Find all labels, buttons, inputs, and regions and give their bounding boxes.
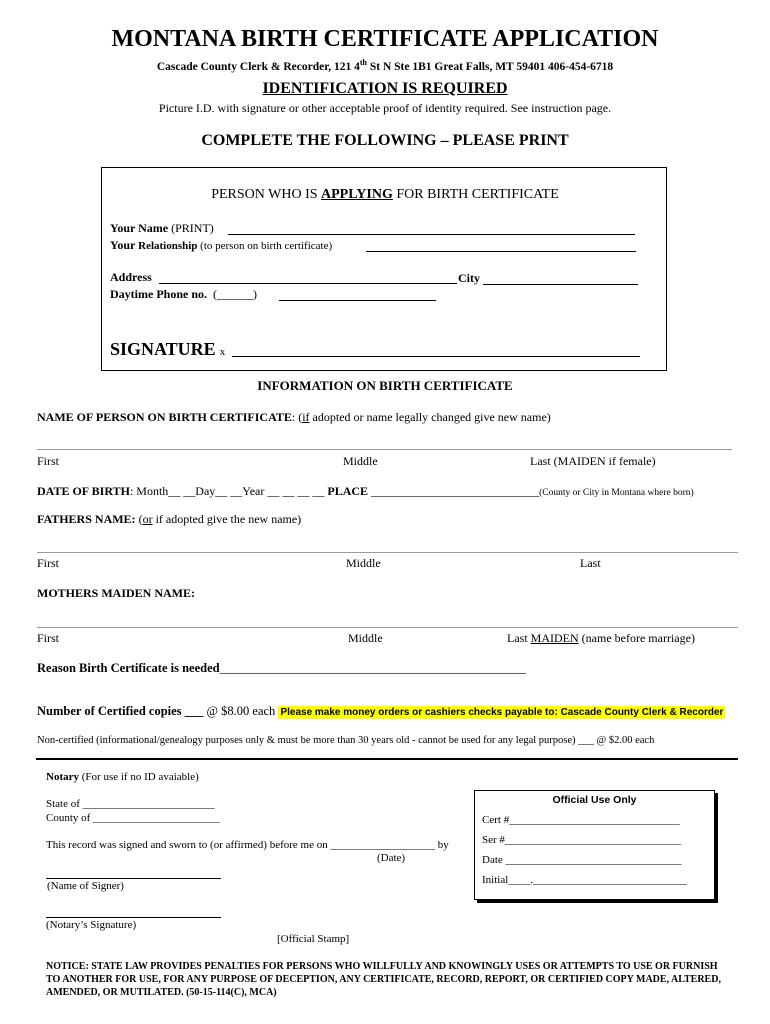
phone-label	[110, 287, 257, 302]
applicant-heading-pre: PERSON WHO IS	[211, 187, 322, 202]
fathers-post: if adopted give the new name)	[152, 512, 302, 526]
sworn-statement[interactable]: This record was signed and sworn to (or affirmed) before me on ___________________ by	[46, 839, 449, 851]
notary-signature-caption: (Notary’s Signature)	[46, 919, 137, 931]
your-name-field[interactable]	[228, 234, 635, 235]
applicant-heading	[0, 187, 770, 203]
relationship-label	[110, 238, 332, 253]
mothers-name-field[interactable]	[37, 627, 738, 628]
signature-x: x	[219, 346, 226, 358]
name-post: adopted or name legally changed give new name)	[309, 410, 551, 424]
name-on-cert-label	[37, 410, 551, 425]
reason-label: Reason Birth Certificate is needed	[37, 661, 220, 675]
notary-signature-field[interactable]	[46, 917, 221, 918]
address-label: Address	[110, 270, 152, 284]
reason-row	[37, 661, 526, 676]
ser-number-field[interactable]: Ser #________________________________	[482, 834, 681, 846]
address-sup: th	[359, 58, 367, 67]
notary-heading	[46, 771, 199, 783]
dob-label: DATE OF BIRTH	[37, 484, 130, 498]
official-stamp-caption: [Official Stamp]	[277, 933, 350, 945]
print-note: (PRINT)	[168, 221, 214, 235]
picture-id-note: Picture I.D. with signature or other acceptable proof of identity required. See instruction page.	[158, 101, 612, 115]
payable-note: Please make money orders or cashiers checks payable to: Cascade County Clerk & Recorder	[280, 707, 724, 718]
father-middle-label: Middle	[346, 556, 381, 570]
cert-number-field[interactable]: Cert #_______________________________	[482, 814, 680, 826]
official-date-field[interactable]: Date ________________________________	[482, 854, 682, 866]
reason-field[interactable]: _________________________________________________	[219, 661, 526, 675]
mother-last-text: Last	[507, 631, 531, 645]
middle-label: Middle	[343, 454, 378, 468]
applicant-heading-post: FOR BIRTH CERTIFICATE	[392, 187, 559, 202]
first-label: First	[37, 454, 60, 468]
mother-maiden-text: MAIDEN	[530, 631, 579, 645]
address-field[interactable]	[159, 283, 457, 284]
notary-note: (For use if no ID avaiable)	[79, 771, 199, 783]
complete-heading: COMPLETE THE FOLLOWING – PLEASE PRINT	[201, 132, 569, 149]
city-field[interactable]	[483, 284, 638, 285]
dob-fields[interactable]: : Month__ __Day__ __Year __ __ __ __	[129, 484, 325, 498]
place-note: (County or City in Montana where born)	[539, 488, 694, 498]
legal-notice: NOTICE: STATE LAW PROVIDES PENALTIES FOR PERSONS WHO WILLFULLY AND KNOWINGLY USES OR ATTEMPTS TO USE OR FURNISH TO ANOTHER FOR USE, FOR ANY PURPOSE OF DECEPTION, ANY CERTIFICATE, RECORD, REPORT, OR CERTIFIED COPY MADE, ALTERED, AMENDED, OR MUTILATED. (50-15-114(C), MCA)	[46, 961, 721, 998]
certified-price: @ $8.00 each	[203, 704, 276, 718]
signer-name-field[interactable]	[46, 878, 221, 879]
relationship-field[interactable]	[366, 251, 636, 252]
place-field[interactable]: ____________________________	[371, 484, 540, 498]
your-name-text: Your Name	[110, 221, 169, 235]
name-label-text: NAME OF PERSON ON BIRTH CERTIFICATE	[37, 410, 292, 424]
official-use-title: Official Use Only	[552, 794, 637, 806]
phone-field[interactable]	[279, 300, 436, 301]
mother-middle-label: Middle	[348, 631, 383, 645]
form-title: MONTANA BIRTH CERTIFICATE APPLICATION	[111, 26, 659, 52]
your-name-label	[110, 221, 214, 236]
signature-text: SIGNATURE	[110, 339, 216, 359]
name-pre: : (	[291, 410, 303, 424]
signature-label	[110, 339, 225, 360]
section-divider	[36, 758, 738, 760]
applicant-heading-emph: APPLYING	[321, 187, 393, 202]
cert-info-heading: INFORMATION ON BIRTH CERTIFICATE	[257, 378, 513, 393]
signer-caption: (Name of Signer)	[47, 880, 124, 892]
fathers-pre: (	[135, 512, 143, 526]
phone-text: Daytime Phone no.	[110, 287, 207, 301]
father-first-label: First	[37, 556, 60, 570]
notary-label: Notary	[46, 771, 79, 783]
name-on-cert-field[interactable]	[37, 449, 732, 450]
place-label: PLACE	[327, 484, 369, 498]
county-of-field[interactable]: County of _______________________	[46, 812, 220, 824]
fathers-or: or	[142, 512, 153, 526]
copies-row	[37, 704, 725, 719]
phone-area-code: (______)	[213, 287, 257, 301]
mother-last-label	[507, 631, 695, 646]
address-part2: St N Ste 1B1 Great Falls, MT 59401 406-454-6718	[367, 60, 614, 73]
address-part: Cascade County Clerk & Recorder, 121 4	[156, 60, 360, 73]
father-last-label: Last	[580, 556, 601, 570]
city-label: City	[458, 271, 480, 285]
name-if: if	[302, 410, 310, 424]
before-marriage-text: (name before marriage)	[578, 631, 695, 645]
mother-first-label: First	[37, 631, 60, 645]
certified-copies-label[interactable]: Number of Certified copies ___	[37, 704, 204, 718]
fathers-label-text: FATHERS NAME:	[37, 512, 136, 526]
id-required-heading: IDENTIFICATION IS REQUIRED	[262, 80, 508, 97]
last-maiden-label: Last (MAIDEN if female)	[530, 454, 656, 468]
relationship-text: Relationship	[138, 240, 198, 252]
dob-row	[37, 484, 694, 499]
fathers-name-label	[37, 512, 301, 527]
office-address	[0, 58, 770, 73]
fathers-name-field[interactable]	[37, 552, 738, 553]
signature-field[interactable]	[232, 356, 640, 357]
relationship-note: (to person on birth certificate)	[197, 240, 333, 252]
your-text: Your	[110, 238, 139, 252]
date-caption: (Date)	[377, 852, 406, 864]
initial-field[interactable]: Initial____.____________________________	[482, 874, 688, 886]
state-of-field[interactable]: State of ________________________	[46, 798, 215, 810]
noncert-row: Non-certified (informational/genealogy purposes only & must be more than 30 years old - cannot be used for any legal purpose) ___ @ $2.00 each	[37, 735, 655, 746]
mothers-maiden-label: MOTHERS MAIDEN NAME:	[37, 586, 195, 600]
